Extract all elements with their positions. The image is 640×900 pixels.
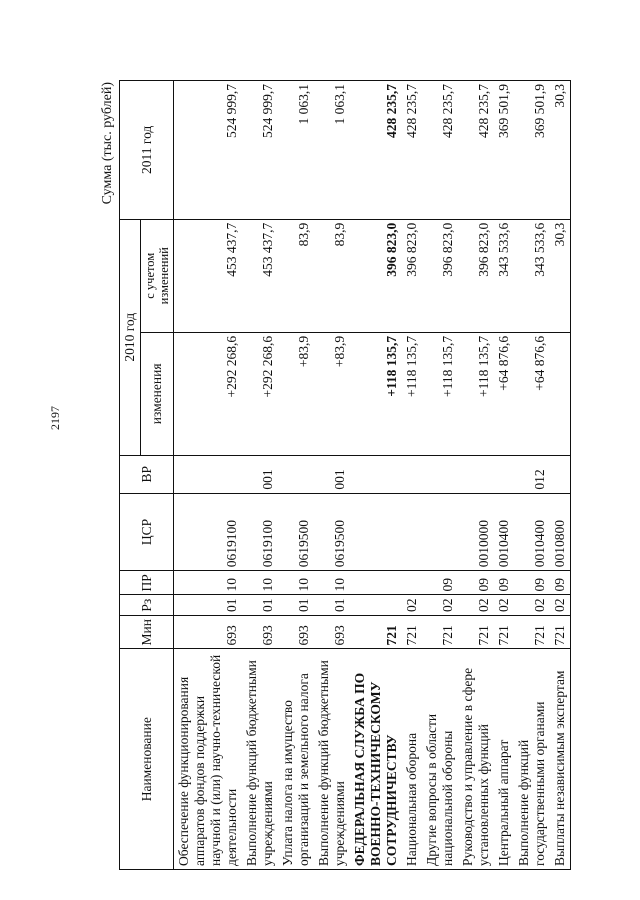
row-with-changes: 453 437,7 (174, 219, 243, 332)
row-csr: 0010400 (514, 493, 550, 571)
row-changes: +118 135,7 (458, 332, 494, 455)
row-vr (174, 455, 243, 493)
row-changes: +118 135,7 (402, 332, 422, 455)
row-csr: 0619500 (278, 493, 314, 571)
header-rz: Рз (120, 595, 174, 616)
row-pr: 09 (422, 571, 458, 595)
table-row (494, 81, 514, 870)
row-pr: 10 (242, 571, 278, 595)
row-with-changes: 396 823,0 (402, 219, 422, 332)
row-changes: +64 876,6 (514, 332, 550, 455)
row-2011: 428 235,7 (458, 81, 494, 220)
row-vr: 001 (314, 455, 350, 493)
table-row (422, 81, 458, 870)
table-row (314, 81, 350, 870)
row-with-changes: 343 533,6 (514, 219, 550, 332)
row-with-changes: 396 823,0 (458, 219, 494, 332)
row-rz: 01 (174, 595, 243, 616)
row-min: 693 (314, 616, 350, 649)
row-pr: 09 (550, 571, 571, 595)
row-name: Обеспечение функционирования аппаратов фондов поддержки научной и (или) научно-технической деятельности (174, 649, 243, 870)
row-name: ФЕДЕРАЛЬНАЯ СЛУЖБА ПО ВОЕННО-ТЕХНИЧЕСКОМУ СОТРУДНИЧЕСТВУ (350, 649, 402, 870)
row-name: Уплата налога на имущество организаций и земельного налога (278, 649, 314, 870)
row-name: Выполнение функций бюджетными учреждениями (314, 649, 350, 870)
row-with-changes: 396 823,0 (422, 219, 458, 332)
row-vr: 012 (514, 455, 550, 493)
row-csr: 0010800 (550, 493, 571, 571)
page-number: 2197 (48, 406, 62, 430)
row-with-changes: 396 823,0 (350, 219, 402, 332)
row-csr: 0619100 (174, 493, 243, 571)
row-min: 721 (402, 616, 422, 649)
row-2011: 428 235,7 (402, 81, 422, 220)
row-name: Руководство и управление в сфере установленных функций (458, 649, 494, 870)
row-pr: 10 (314, 571, 350, 595)
header-min: Мин (120, 616, 174, 649)
table-row (514, 81, 550, 870)
rotated-document (100, 80, 580, 870)
row-pr: 10 (174, 571, 243, 595)
row-changes (550, 332, 571, 455)
table-row (350, 81, 402, 870)
row-with-changes: 453 437,7 (242, 219, 278, 332)
row-name: Центральный аппарат (494, 649, 514, 870)
row-pr (350, 571, 402, 595)
row-rz: 02 (514, 595, 550, 616)
row-2011: 30,3 (550, 81, 571, 220)
row-pr: 09 (514, 571, 550, 595)
row-rz: 01 (278, 595, 314, 616)
row-vr (494, 455, 514, 493)
row-vr (402, 455, 422, 493)
row-2011: 524 999,7 (242, 81, 278, 220)
row-2011: 1 063,1 (314, 81, 350, 220)
row-csr: 0619500 (314, 493, 350, 571)
row-min: 693 (174, 616, 243, 649)
row-min: 721 (350, 616, 402, 649)
row-vr (422, 455, 458, 493)
row-changes: +292 268,6 (174, 332, 243, 455)
row-pr: 10 (278, 571, 314, 595)
row-with-changes: 83,9 (278, 219, 314, 332)
row-rz (350, 595, 402, 616)
row-csr: 0619100 (242, 493, 278, 571)
row-csr (422, 493, 458, 571)
row-rz: 02 (458, 595, 494, 616)
row-min: 721 (458, 616, 494, 649)
header-year-2010: 2010 год (120, 219, 141, 455)
table-row (458, 81, 494, 870)
row-changes: +83,9 (278, 332, 314, 455)
row-min: 721 (494, 616, 514, 649)
table-row (278, 81, 314, 870)
row-min: 721 (514, 616, 550, 649)
row-pr (402, 571, 422, 595)
budget-table (119, 80, 571, 870)
row-rz: 02 (494, 595, 514, 616)
row-csr (350, 493, 402, 571)
table-row (550, 81, 571, 870)
table-row (402, 81, 422, 870)
row-changes: +118 135,7 (350, 332, 402, 455)
row-rz: 02 (550, 595, 571, 616)
row-pr: 09 (458, 571, 494, 595)
row-vr (458, 455, 494, 493)
row-2011: 428 235,7 (422, 81, 458, 220)
row-rz: 01 (314, 595, 350, 616)
header-with-changes: с учетом изменений (141, 219, 174, 332)
unit-note: Сумма (тыс. рублей) (100, 82, 115, 205)
row-changes: +83,9 (314, 332, 350, 455)
row-csr: 0010000 (458, 493, 494, 571)
header-name: Наименование (120, 649, 174, 870)
row-name: Выполнение функций бюджетными учреждениями (242, 649, 278, 870)
row-min: 693 (278, 616, 314, 649)
row-csr (402, 493, 422, 571)
row-min: 693 (242, 616, 278, 649)
row-csr: 0010400 (494, 493, 514, 571)
row-rz: 02 (422, 595, 458, 616)
row-vr (550, 455, 571, 493)
row-with-changes: 83,9 (314, 219, 350, 332)
row-with-changes: 30,3 (550, 219, 571, 332)
header-changes: изменения (141, 332, 174, 455)
row-vr: 001 (242, 455, 278, 493)
row-changes: +118 135,7 (422, 332, 458, 455)
row-name: Выплаты независимым экспертам (550, 649, 571, 870)
row-vr (350, 455, 402, 493)
table-row (174, 81, 243, 870)
row-rz: 01 (242, 595, 278, 616)
row-2011: 1 063,1 (278, 81, 314, 220)
header-vr: ВР (120, 455, 174, 493)
row-changes: +292 268,6 (242, 332, 278, 455)
header-pr: ПР (120, 571, 174, 595)
row-pr: 09 (494, 571, 514, 595)
row-name: Другие вопросы в области национальной обороны (422, 649, 458, 870)
header-csr: ЦСР (120, 493, 174, 571)
row-2011: 369 501,9 (494, 81, 514, 220)
row-name: Национальная оборона (402, 649, 422, 870)
table-body (174, 81, 571, 870)
row-changes: +64 876,6 (494, 332, 514, 455)
header-year-2011: 2011 год (120, 81, 174, 220)
row-min: 721 (550, 616, 571, 649)
row-2011: 524 999,7 (174, 81, 243, 220)
row-with-changes: 343 533,6 (494, 219, 514, 332)
row-min: 721 (422, 616, 458, 649)
row-rz: 02 (402, 595, 422, 616)
table-row (242, 81, 278, 870)
row-2011: 369 501,9 (514, 81, 550, 220)
row-vr (278, 455, 314, 493)
row-name: Выполнение функций государственными органами (514, 649, 550, 870)
row-2011: 428 235,7 (350, 81, 402, 220)
